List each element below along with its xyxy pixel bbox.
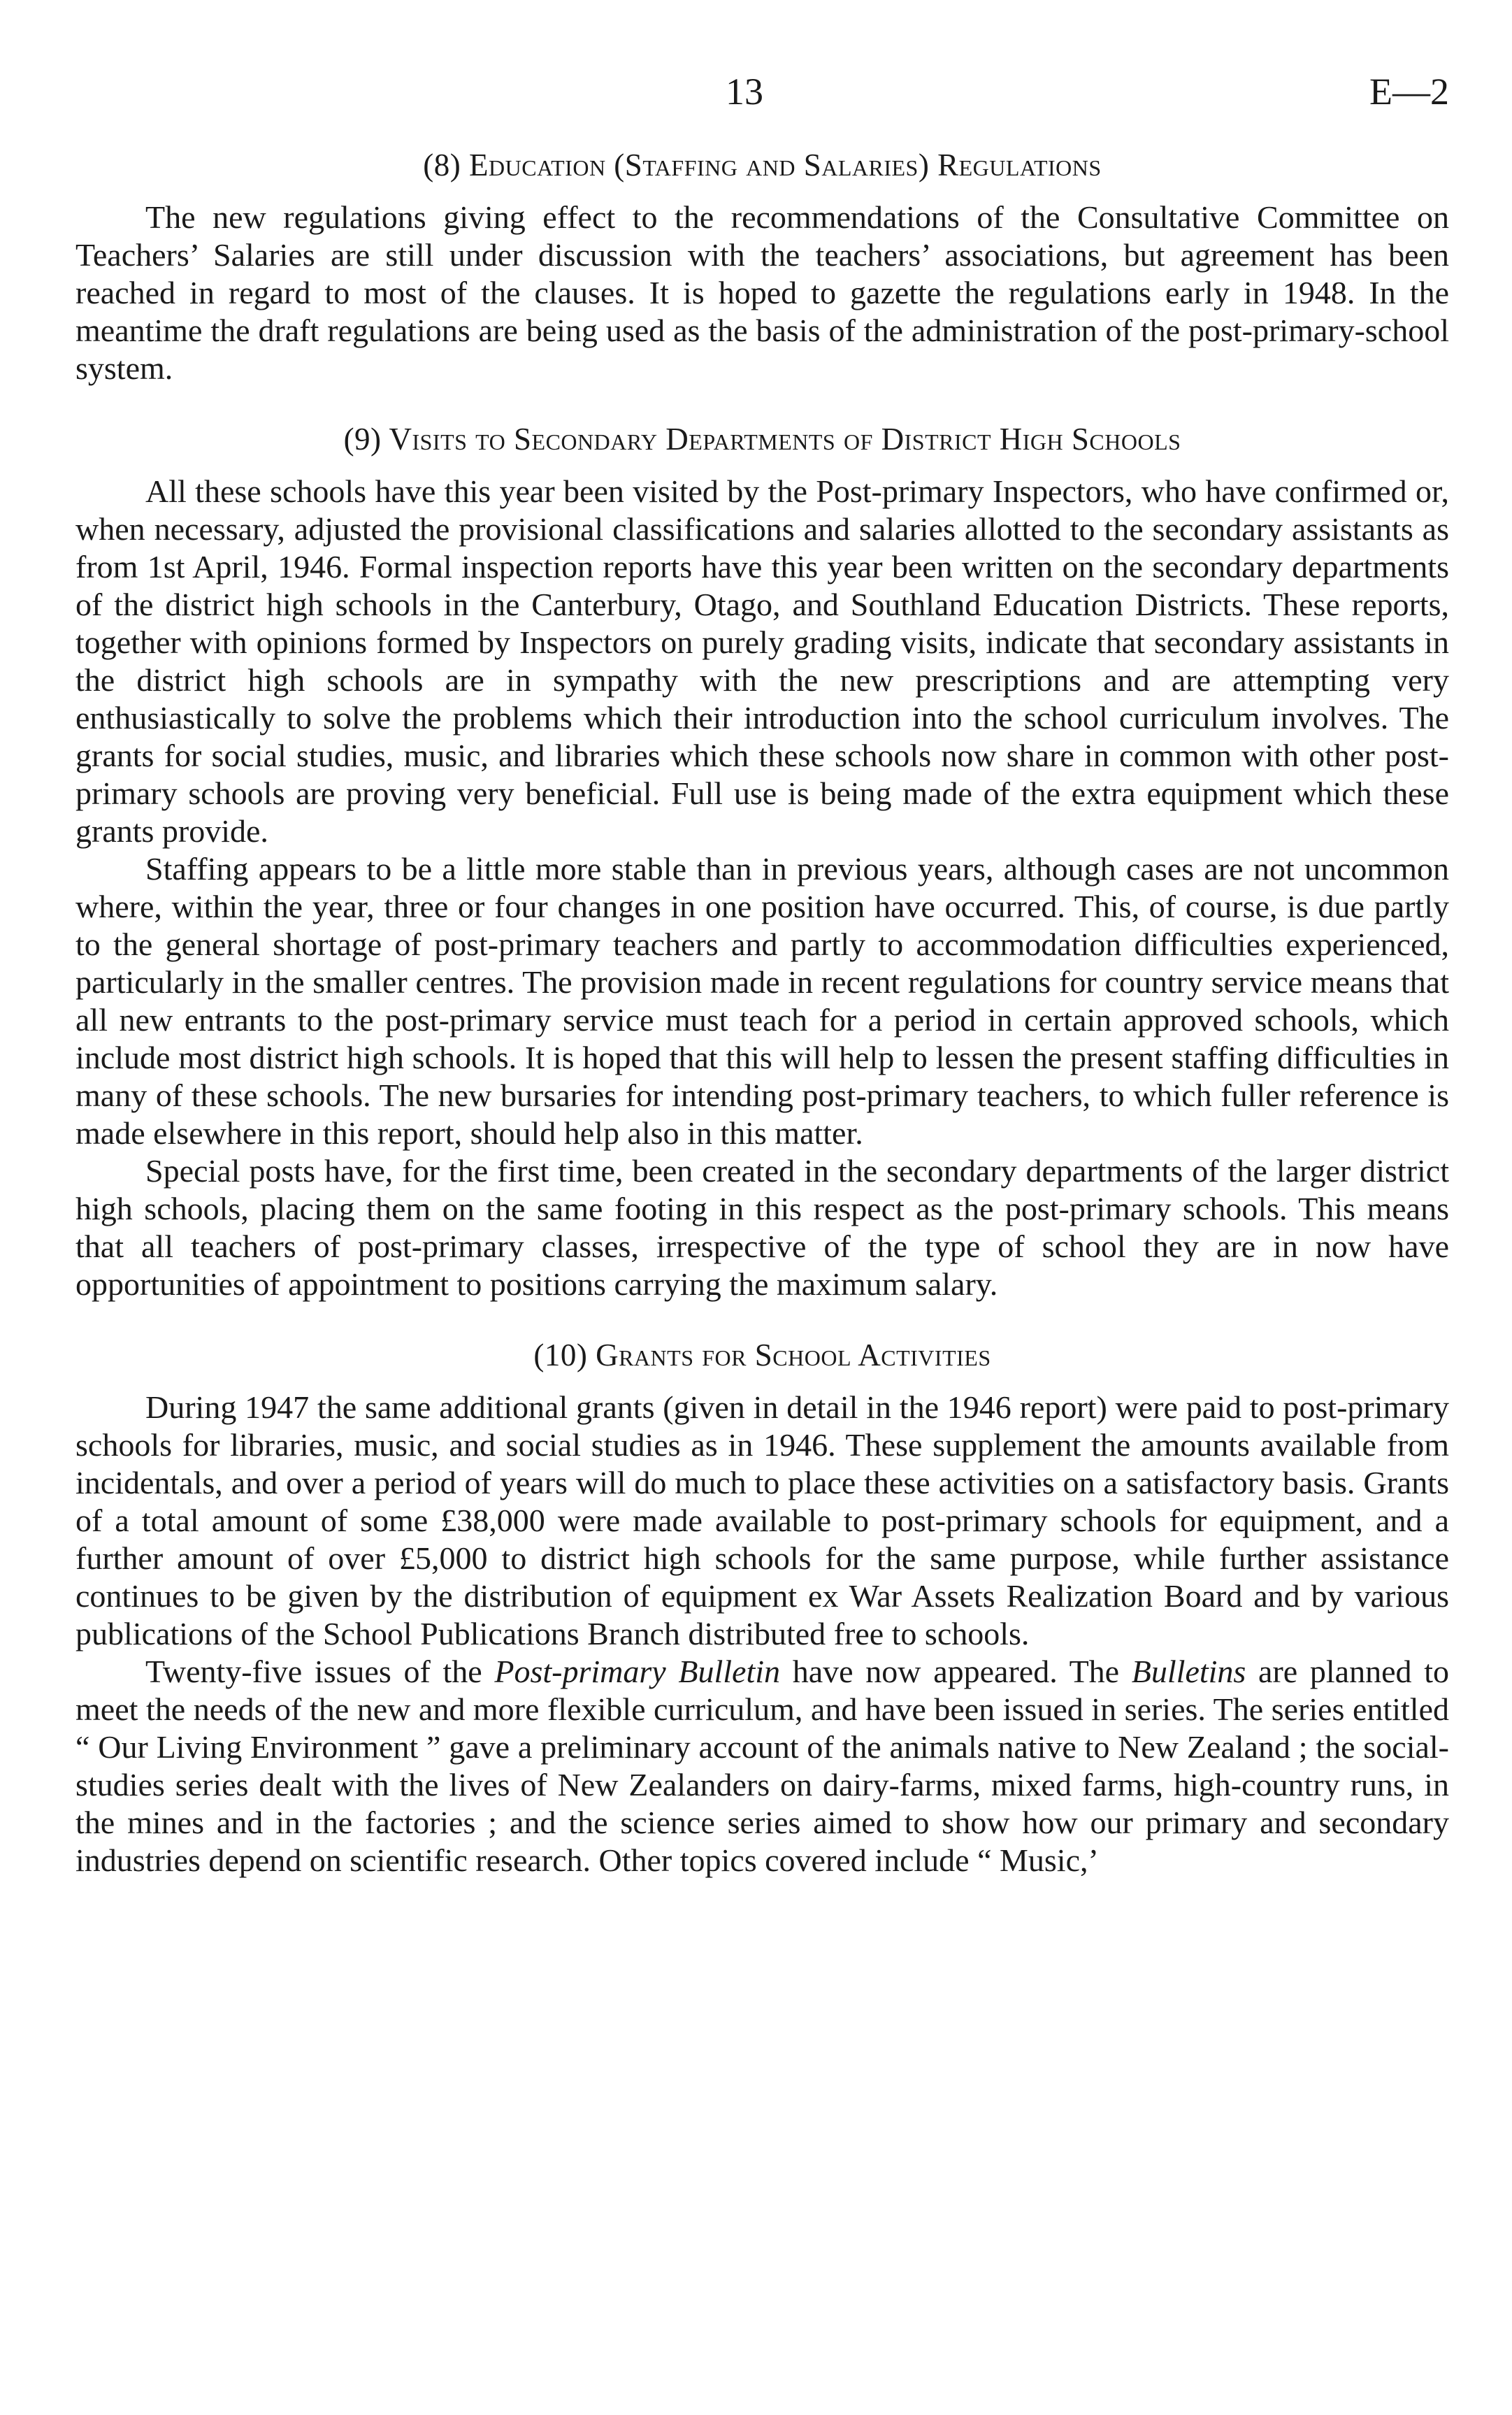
text-run: Twenty-five issues of the (145, 1654, 495, 1689)
section-visits-district-high-schools (75, 421, 1449, 1303)
text-run: are planned to meet the needs of the new and more flexible curriculum, and have been issued in series. The series entitled “ Our Living Environment ” gave a preliminary account of the animals native to New Zealand ; the social-studies series dealt with the lives of New Zealanders on dairy-farms, mixed farms, high-country runs, in the mines and in the factories ; and the science series aimed to show how our primary and secondary industries depend on scientific research. Other topics covered include “ Music,’ (75, 1654, 1449, 1878)
text-run: have now appeared. The (780, 1654, 1132, 1689)
section-heading: (9) Visits to Secondary Departments of District High Schools (343, 422, 1181, 457)
paragraph: Staffing appears to be a little more stable than in previous years, although cases are not uncommon where, within the year, three or four changes in one position have occurred. This, of course, is due partly to the general shortage of post-primary teachers and partly to accommodation difficulties experienced, particularly in the smaller centres. The provision made in recent regulations for country service means that all new entrants to the post-primary service must teach for a period in certain approved schools, which include most district high schools. It is hoped that this will help to lessen the present staffing difficulties in many of these schools. The new bursaries for intending post-primary teachers, to which fuller reference is made elsewhere in this report, should help also in this matter. (75, 851, 1449, 1151)
document-code: E—2 (1369, 71, 1449, 113)
running-header (75, 70, 1449, 126)
paragraph: Special posts have, for the first time, been created in the secondary departments of the larger district high schools, placing them on the same footing in this respect as the post-primary schools. This means that all teachers of post-primary classes, irrespective of the type of school they are in now have opportunities of appointment to positions carrying the maximum salary. (75, 1153, 1449, 1302)
paragraph: During 1947 the same additional grants (given in detail in the 1946 report) were paid to post-primary schools for libraries, music, and social studies as in 1946. These supplement the amounts available from incidentals, and over a period of years will do much to place these activities on a satisfactory basis. Grants of a total amount of some £38,000 were made available to post-primary schools for equipment, and a further amount of over £5,000 to district high schools for the same purpose, while further assistance continues to be given by the distribution of equipment ex War Assets Realization Board and by various publications of the School Publications Branch distributed free to schools. (75, 1389, 1449, 1651)
section-staffing-salaries-regulations (75, 147, 1449, 387)
section-heading: (10) Grants for School Activities (533, 1338, 991, 1373)
paragraph: All these schools have this year been visited by the Post-primary Inspectors, who have confirmed or, when necessary, adjusted the provisional classifications and salaries allotted to the secondary assistants as from 1st April, 1946. Formal inspection reports have this year been written on the secondary departments of the district high schools in the Canterbury, Otago, and Southland Education Districts. These reports, together with opinions formed by Inspectors on purely grading visits, indicate that secondary assistants in the district high schools are in sympathy with the new prescriptions and are attempting very enthusiastically to solve the problems which their introduction into the school curriculum involves. The grants for social studies, music, and libraries which these schools now share in common with other post-primary schools are proving very beneficial. Full use is being made of the extra equipment which these grants provide. (75, 473, 1449, 849)
paragraph-bulletin (75, 1653, 1449, 1879)
bulletins-term: Bulletins (1131, 1654, 1246, 1689)
section-heading: (8) Education (Staffing and Salaries) Regulations (423, 148, 1102, 182)
section-grants-school-activities (75, 1337, 1449, 1879)
document-page (75, 70, 1449, 1879)
page-number: 13 (726, 71, 763, 113)
paragraph: The new regulations giving effect to the recommendations of the Consultative Committee on Teachers’ Salaries are still under discussion with the teachers’ associations, but agreement has been reached in regard to most of the clauses. It is hoped to gazette the regulations early in 1948. In the meantime the draft regulations are being used as the basis of the administration of the post-primary-school system. (75, 199, 1449, 386)
bulletin-title: Post-primary Bulletin (494, 1654, 781, 1689)
